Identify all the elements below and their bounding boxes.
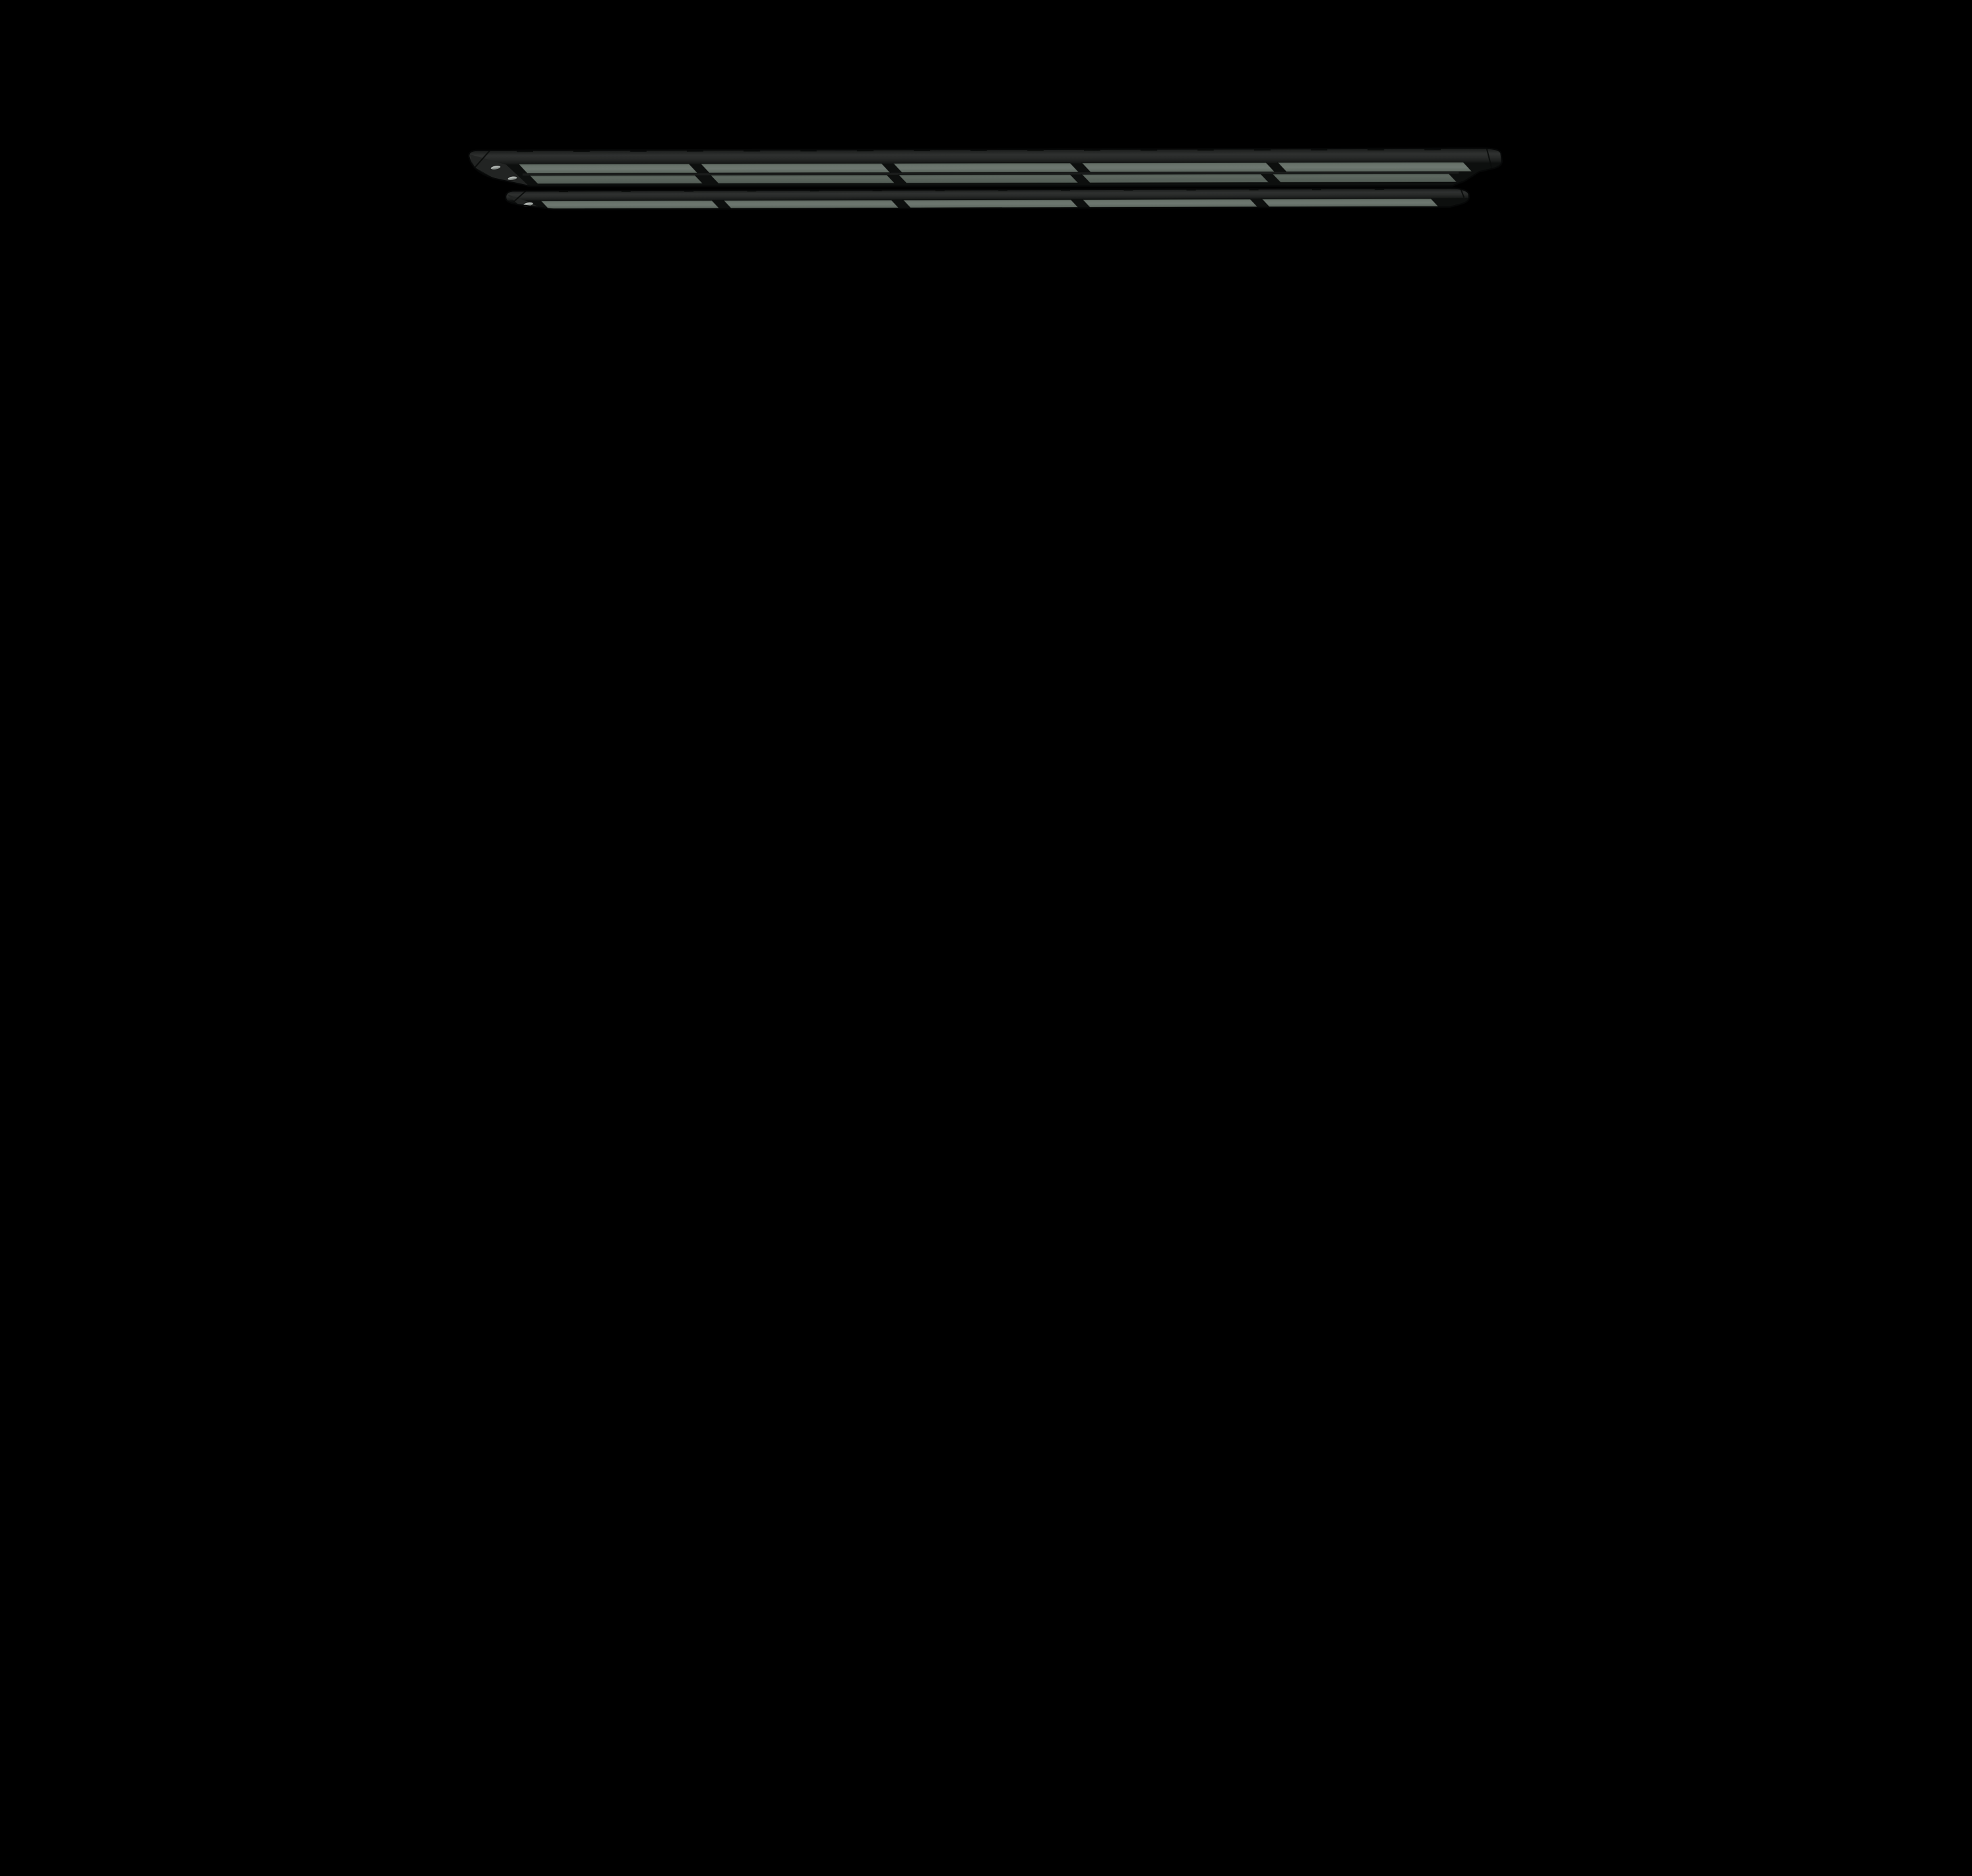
slot-row2 [1082, 174, 1269, 183]
slot-row1 [1082, 162, 1275, 172]
slot-row1 [903, 200, 1078, 208]
slot-row1 [893, 163, 1079, 173]
slot-row1 [519, 164, 697, 174]
slot-row2 [530, 176, 703, 184]
slot-row2 [711, 175, 895, 183]
upper-bar [467, 147, 1504, 188]
bar-faces [467, 147, 1504, 188]
slot-row1 [1278, 162, 1472, 172]
slot-row1 [724, 200, 899, 208]
slot-row1 [541, 200, 719, 208]
slot-row1 [701, 163, 890, 173]
slot-row1 [1083, 199, 1257, 207]
slot-row2 [1273, 174, 1457, 182]
slot-row1 [1262, 199, 1438, 206]
lower-bar [504, 187, 1471, 211]
slot-row2 [899, 174, 1078, 183]
